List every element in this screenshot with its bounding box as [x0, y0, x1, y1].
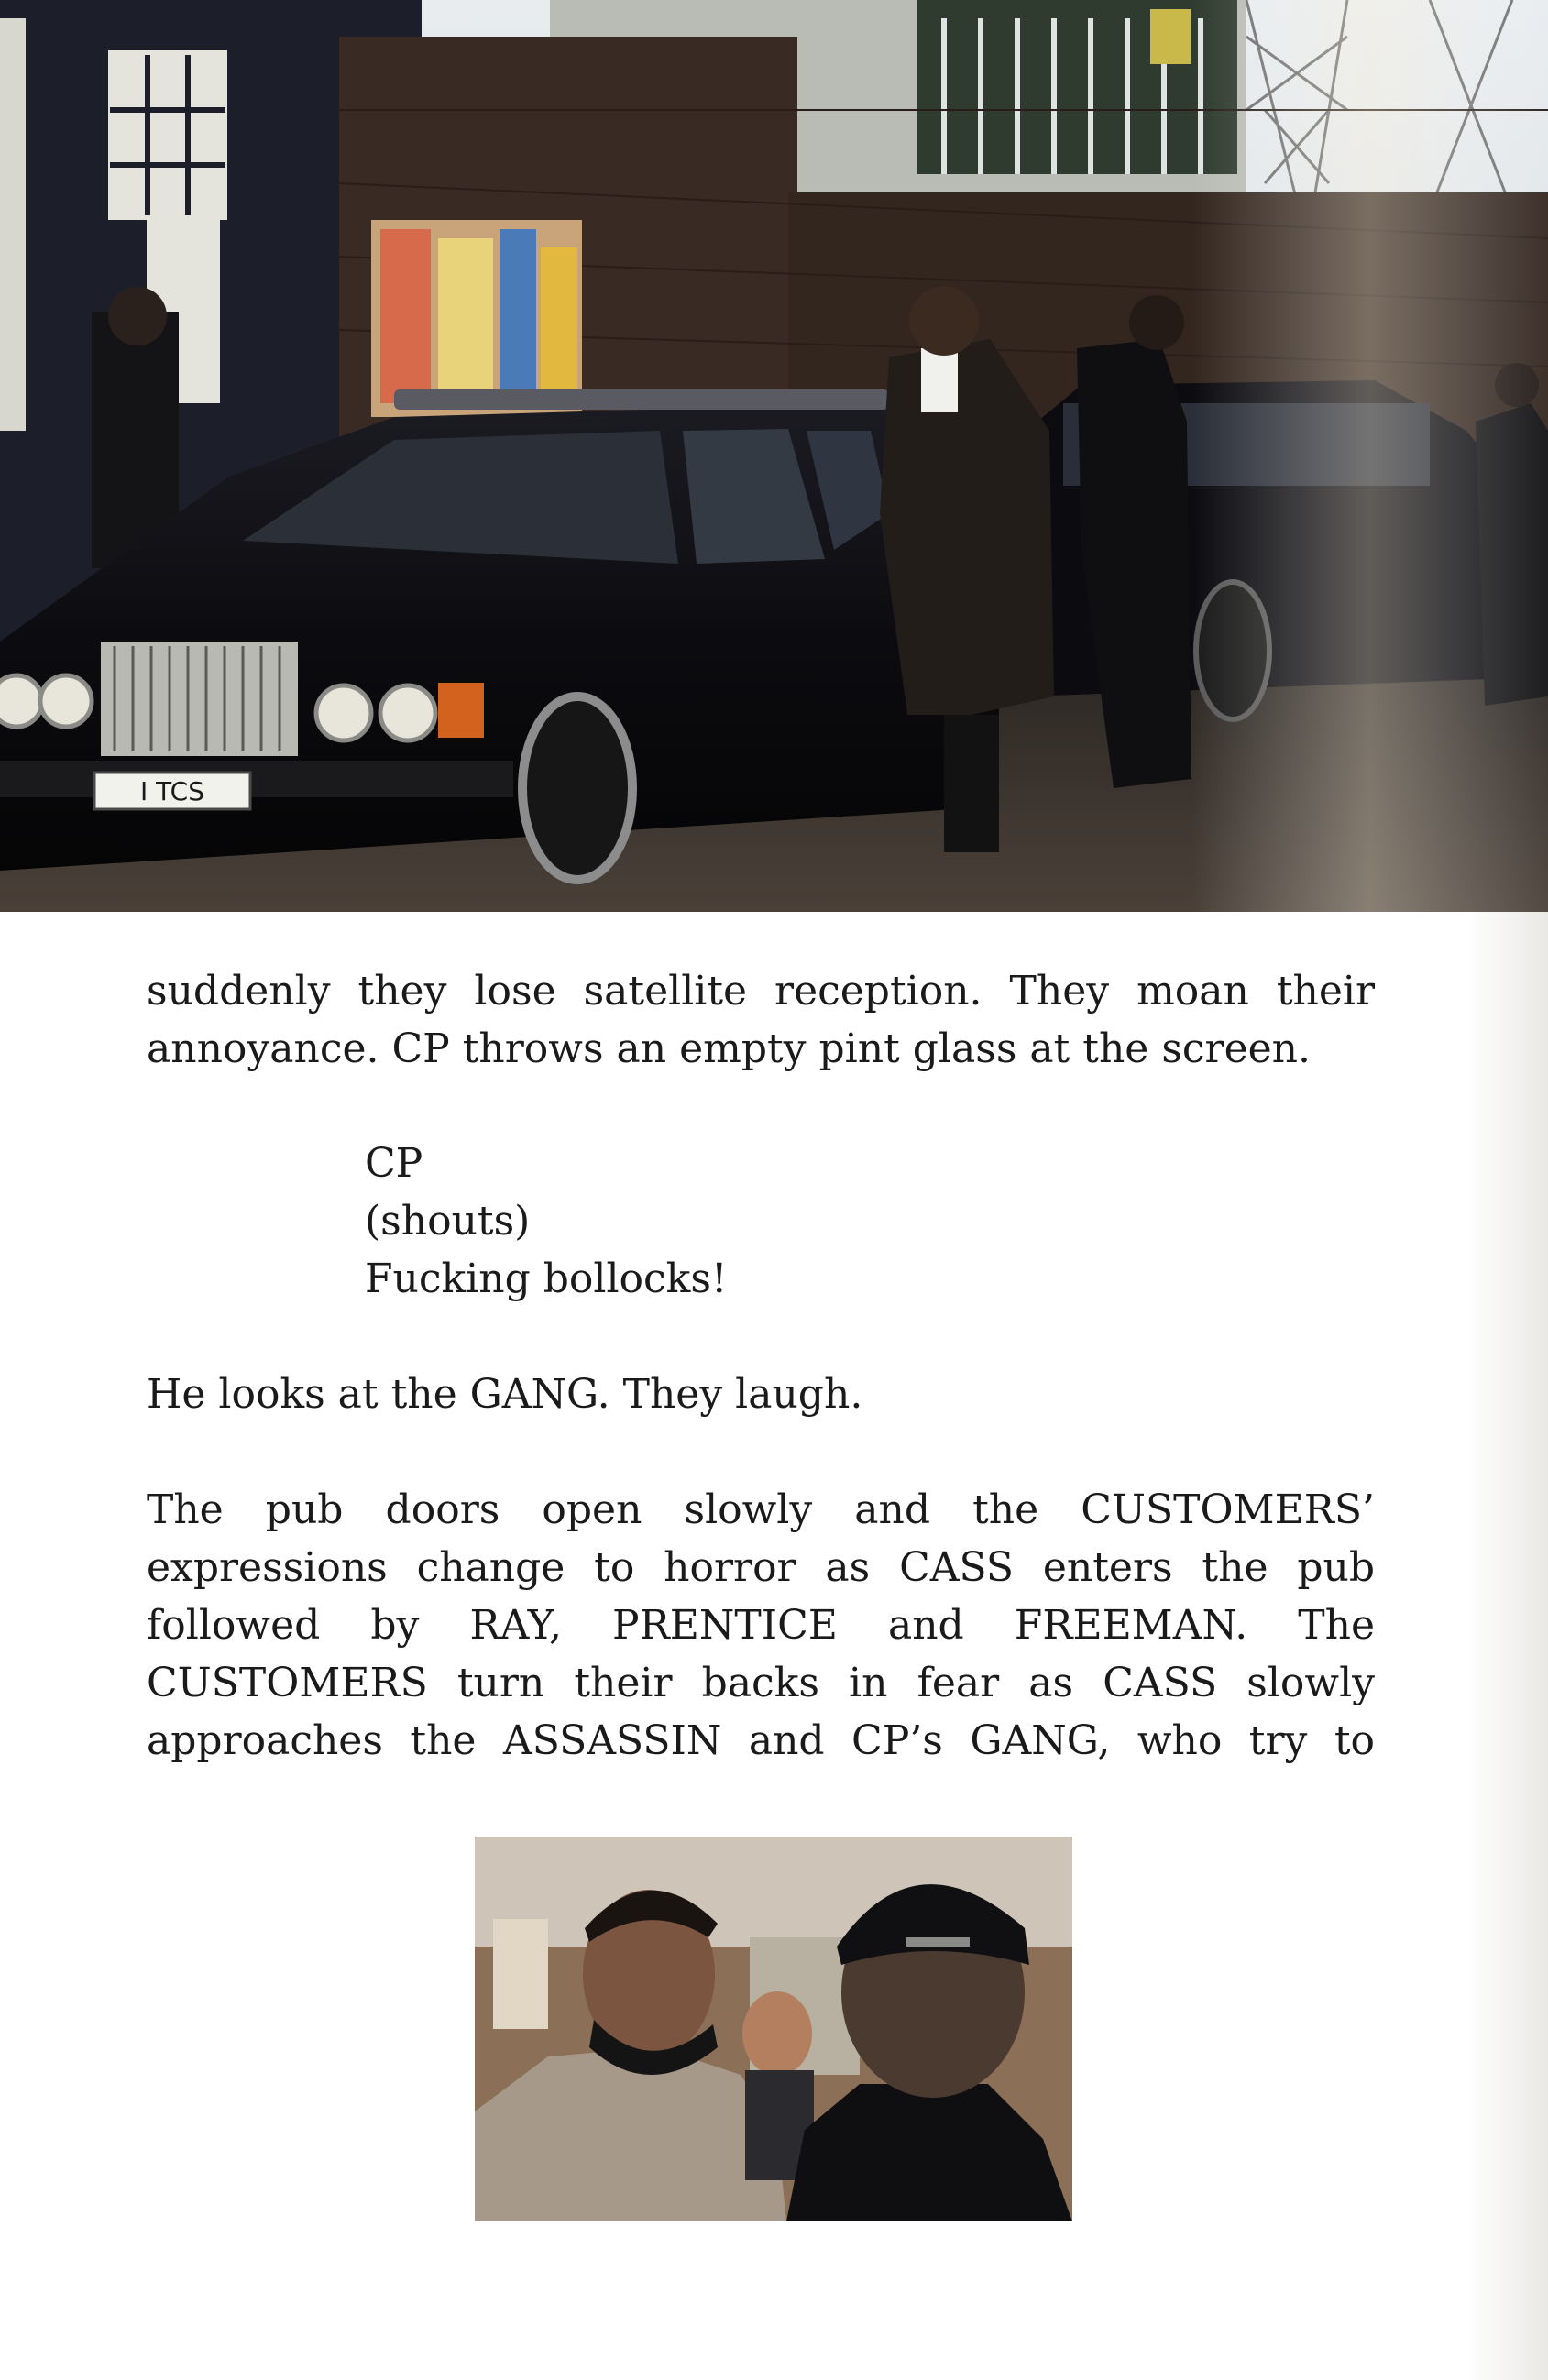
dialogue-block: [365, 1135, 728, 1308]
action-paragraph-2: [147, 1365, 1375, 1423]
action-3-line: expressions change to horror as CASS enters the pub: [147, 1544, 1375, 1591]
top-photo-limousines: [0, 0, 1548, 912]
action-3-line: CUSTOMERS turn their backs in fear as CASS slowly: [147, 1660, 1375, 1706]
action-3-line: The pub doors open slowly and the CUSTOMERS’: [147, 1486, 1375, 1533]
dialogue-character: CP: [365, 1140, 423, 1187]
dialogue-parenthetical: (shouts): [365, 1198, 531, 1245]
number-plate: I TCS: [140, 776, 204, 806]
action-1-line: suddenly they lose satellite reception. They moan their: [147, 968, 1375, 1015]
bottom-photo-crew: [475, 1837, 1072, 2221]
action-1-line: annoyance. CP throws an empty pint glass at the screen.: [147, 1025, 1311, 1072]
action-paragraph-3: [147, 1481, 1375, 1770]
action-2-line: He looks at the GANG. They laugh.: [147, 1371, 863, 1418]
action-3-line: followed by RAY, PRENTICE and FREEMAN. The: [147, 1602, 1375, 1649]
action-paragraph-1: [147, 962, 1375, 1078]
dialogue-line: Fucking bollocks!: [365, 1256, 728, 1302]
action-3-line: approaches the ASSASSIN and CP’s GANG, who try to: [147, 1717, 1375, 1764]
